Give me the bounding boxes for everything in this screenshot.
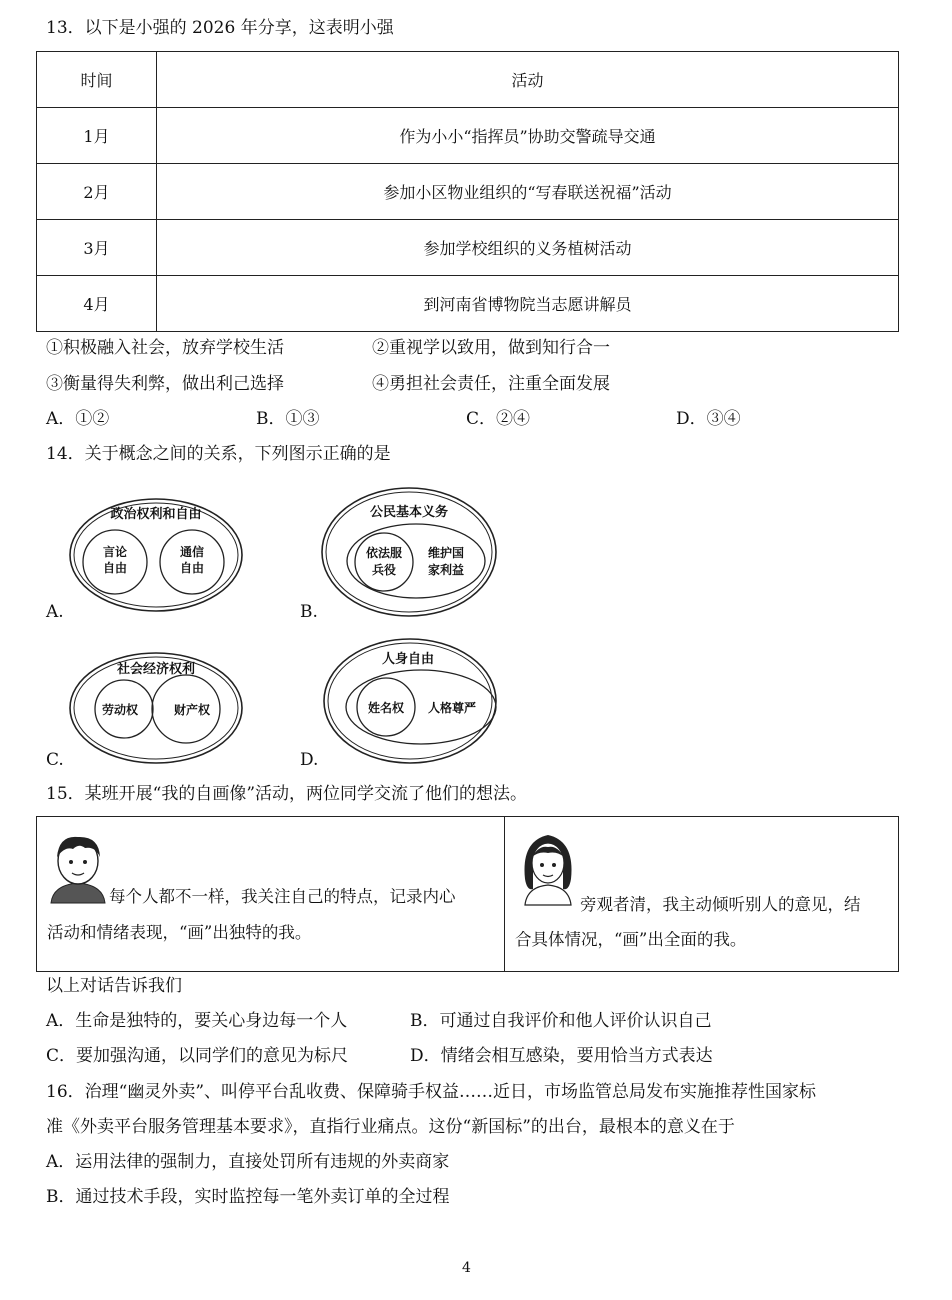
outer-label: 公民基本义务 [369,505,449,520]
boy-text-line1: 每个人都不一样，我关注自己的特点，记录内心 [109,887,456,906]
inner-label-line1: 依法服 [365,546,403,560]
q15-stem: 15．某班开展“我的自画像”活动，两位同学交流了他们的想法。 [46,784,528,804]
diagram-a [62,494,252,619]
right-label-line1: 通信 [179,545,205,559]
table-cell-activity: 参加小区物业组织的“写春联送祝福”活动 [157,164,899,220]
dialogue-divider [504,817,505,971]
boy-avatar-icon [45,831,111,905]
table-header-time: 时间 [37,52,157,108]
table-cell-month: 4月 [37,276,157,332]
q13-statement-4: ④勇担社会责任，注重全面发展 [372,374,610,394]
diagram-c [66,648,248,766]
boy-text-line2: 活动和情绪表现，“画”出独特的我。 [47,923,312,942]
table-cell-activity: 到河南省博物院当志愿讲解员 [157,276,899,332]
q13-statement-1: ①积极融入社会，放弃学校生活 [46,338,284,358]
q14-label-b: B. [300,602,318,622]
q13-statement-3: ③衡量得失利弊，做出利己选择 [46,374,284,394]
q14-stem: 14．关于概念之间的关系，下列图示正确的是 [46,444,391,464]
middle-label: 人格尊严 [427,701,477,715]
dialogue-box [36,816,899,972]
q13-option-a: A．①② [46,409,110,429]
left-label-line2: 自由 [102,561,128,575]
q13-option-b: B．①③ [256,409,320,429]
outer-label: 政治权利和自由 [110,507,202,522]
table-row [37,276,899,332]
q15-option-a: A．生命是独特的，要关心身边每一个人 [46,1011,348,1031]
q13-table [36,51,899,332]
outer-label: 社会经济权利 [116,662,196,677]
table-row [37,108,899,164]
girl-avatar-icon [517,829,579,907]
page-number: 4 [462,1260,471,1276]
q14-label-d: D. [300,750,319,770]
q14-label-a: A. [46,602,64,622]
q13-option-c: C．②④ [466,409,531,429]
q13-stem: 13．以下是小强的 2026 年分享，这表明小强 [46,18,394,38]
girl-text-line2: 合具体情况，“画”出全面的我。 [515,930,747,949]
q16-stem-line2: 准《外卖平台服务管理基本要求》，直指行业痛点。这份“新国标”的出台，最根本的意义在于 [46,1117,735,1137]
table-cell-month: 2月 [37,164,157,220]
q15-option-d: D．情绪会相互感染，要用恰当方式表达 [410,1046,713,1066]
table-row [37,220,899,276]
left-label-line1: 言论 [102,545,128,559]
middle-label-line2: 家利益 [427,563,465,577]
table-cell-month: 3月 [37,220,157,276]
inner-label: 姓名权 [367,701,405,715]
table-cell-activity: 作为小小“指挥员”协助交警疏导交通 [157,108,899,164]
diagram-b [318,484,500,622]
table-header-row [37,52,899,108]
q16-stem-line1: 16．治理“幽灵外卖”、叫停平台乱收费、保障骑手权益……近日，市场监管总局发布实施推荐性国家标 [46,1082,817,1102]
table-cell-activity: 参加学校组织的义务植树活动 [157,220,899,276]
table-cell-month: 1月 [37,108,157,164]
q15-option-b: B．可通过自我评价和他人评价认识自己 [410,1011,712,1031]
q15-option-c: C．要加强沟通，以同学们的意见为标尺 [46,1046,349,1066]
q13-option-d: D．③④ [676,409,741,429]
middle-ellipse [347,524,485,598]
middle-label-line1: 维护国 [427,546,465,560]
right-label: 财产权 [173,703,211,717]
table-row [37,164,899,220]
q13-statement-2: ②重视学以致用，做到知行合一 [372,338,610,358]
left-label: 劳动权 [101,703,139,717]
diagram-d [320,634,502,766]
right-label-line2: 自由 [179,561,205,575]
inner-label-line2: 兵役 [371,563,397,577]
inner-circle [355,533,413,591]
table-header-activity: 活动 [157,52,899,108]
girl-text-line1: 旁观者清，我主动倾听别人的意见，结 [580,895,861,914]
outer-label: 人身自由 [381,652,435,667]
q16-option-a: A．运用法律的强制力，直接处罚所有违规的外卖商家 [46,1152,450,1172]
q15-follow: 以上对话告诉我们 [46,976,182,996]
q14-label-c: C. [46,750,64,770]
q16-option-b: B．通过技术手段，实时监控每一笔外卖订单的全过程 [46,1187,450,1207]
